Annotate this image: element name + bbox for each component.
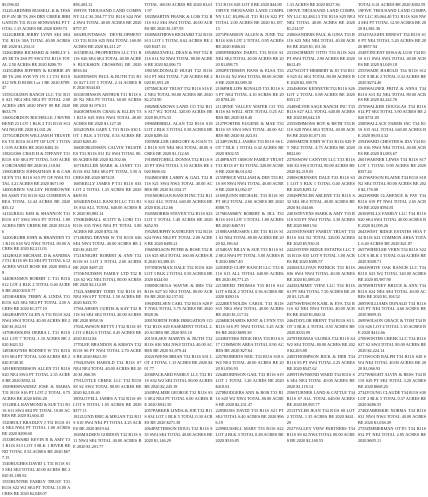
listing-entry: 2643WEST RIDGE ESTATES HOA T34 R11S S21 COMMON AREA TOTAL 6.40 ACRES BE 2020 $21.87 (357, 228, 427, 246)
listing-entry: 2036PACKARD FAMILY LLC T32 R11S S32 W2 SE4 TOTAL 80.00 ACRES BE 2020 $2,245.18 (144, 372, 213, 389)
listing-entry: 1854MAXWELL DEAN & PAT T32 R11S S14 N2 NW4 TOTAL 80.00 ACRES BE 2020 $2,006.73 (144, 49, 213, 67)
listing-entry: 2713WOOD RALPH T34 R11S S28 SW4 NE4 TOTAL 40.00 ACRES BE 2020 $1,066.93 (357, 354, 427, 372)
listing-entry: 2057PARKER LINDA & JOE T32 R11S S34 LOT 1 BLK 5 TOTAL 0.30 ACRES BE 2020 $271.38 (144, 407, 213, 425)
listing-entry: 2380SORENSEN DALE T33 R11S S31 LOT 5 BLK 1 TOTAL 0.40 ACRES BE 2020 $295.12 (286, 175, 355, 192)
listing-entry: 2699WILSON GRACE & TOM T34 R11S S26 LOT 4 TOTAL 1.10 ACRES BE 2020 $412.66 (357, 318, 427, 336)
listing-entry: 1692KENDALL RANCH LLC T31 R11S S34 ALL TOTAL 640.00 ACRES BE 2020 $9,883.14 (73, 198, 142, 216)
listing-entry: 2415STEWART FAMILY TRUST T33 R11S S34 N2 TOTAL 320.00 ACRES BE 2020 $5,930.41 (286, 228, 355, 246)
listing-entry: 1966NELSON PETER & ROSE T32 R11S S25 SE4 TOTAL 160.00 ACRES BE 2020 $3,388.45 (144, 246, 213, 264)
listing-entry: 2085PERKINS DARYL T33 R11S S1 NE4 SE4 TOTAL 40.00 ACRES BE 2020 $1,098.75 (215, 49, 284, 67)
listing-entry: 1390GREEN JOHNATHAN R & CAROLYN T31 R11S S15 PT OF NW4 TOTAL 3.21 ACRES BE 2020 $671.90 (2, 169, 71, 186)
listing-entry: 1375GORDON WILLIAM H TRUSTEES T31 R11S S14 PT OF LOT 1 TOTAL 0.95 ACRES BE 2020 $483.16 (2, 133, 71, 151)
listing-entry: TOTAL 160.00 ACRES BE 2020 $3,611.97 (144, 2, 213, 13)
listing-entry: 1382GOSS CHAD H & TIFFANY T31 R11S S10 SE4 PT TOTAL 5.00 ACRES ORCHARD BE 2020 $1,118.84 (2, 151, 71, 168)
listing-entry: 1805LOVELL JAMES A T32 R11S S9 LOT 6 TOTAL 1.05 ACRES BE 2020 $377.11 (73, 395, 142, 413)
listing-entry: 1412GRIGG KIM & SHANNON T31 R11S S17 SW4 SW4 PT TOTAL 1.89 ACRES DRY CREEK BE 2020 $512.66 (2, 210, 71, 234)
listing-entry: 1491HENDERSON ALLEN T31 R11S S20 NE4 SW4 PT TOTAL 2.35 ACRES BE 2020 $592.14 (2, 365, 71, 383)
listing-entry: 1812LUND ERIC & MEGAN T32 R11S S10 SW4 NE4 PT TOTAL 4.25 ACRES BE 2020 $819.64 (73, 413, 142, 431)
listing-column-1 (2, 2, 71, 496)
listing-entry: 1432HALE MICHAEL D & SANDRA J T31 R11S S9 E2 SE4 PT TOTAL 6.12 ACRES WILD ROSE BE 2020 $903.48 (2, 252, 71, 276)
listing-entry: 1345GIBBS JEFFERY & KORRIE 4N 3R TS 2SS SVR VN 1N 1.1 T31 R11S S12 WILD ROSE Lot 1 BE 2020 $789.47 (2, 67, 71, 91)
listing-entry: 2678WHITNEY BRUCE & ANN T34 R11S S24 NE4 SE4 TOTAL 40.00 ACRES BE 2020 $1,104.52 (357, 282, 427, 300)
listing-entry: 1770LEE BRANDON & KRISTA T32 R11S S6 PT NW4 TOTAL 2.70 ACRES BE 2020 $621.39 (73, 342, 142, 360)
listing-entry: 1791LITTLE CREEK LLC T32 R11S S8 S2 SW4 TOTAL 80.00 ACRES BE 2020 $2,318.40 (73, 378, 142, 395)
listing-column-6 (357, 2, 427, 443)
listing-entry: 2401STEVENS MARK & AMY T33 R11S S33 PT NW4 TOTAL 3.30 ACRES BE 2020 $681.94 (286, 210, 355, 228)
listing-entry: 1.31 ACRES BE 2020 $527.36 (286, 2, 340, 7)
listing-entry: 2071PEARSON ALLEN & JUNE T32 R11S S36 LOT 2 TOTAL 0.95 ACRES BE 2020 $366.02 (215, 31, 284, 49)
listing-entry: 2443SUMMIT VIEW LLC T34 R11S S1 PT SE4 TOTAL 7.50 ACRES BE 2020 $1,125.48 (286, 282, 355, 300)
listing-entry: 19FIVE THOUSAND LAND COMPANY LLC $3,096.41 T31 R11S S22 PT TOTAL 2.00 ACRES BE 2020 $1,187.13 (215, 8, 284, 31)
listing-entry: 2264ROBINSON GAIL T33 R11S S19 LOT 1 TOTAL 1.20 ACRES BE 2020 $418.02 (215, 372, 284, 389)
listing-entry: 2015OLSEN MARVIN & RUTH T32 R11S S30 NE4 NW4 TOTAL 40.00 ACRES BE 2020 $1,079.44 (144, 336, 213, 354)
listing-entry: 1555HUNTER FAMILY TRUST T31 R11S S22 W2 SE4 PT TOTAL 15.00 ACRES BE 2020 $2,048.07 (2, 479, 71, 496)
listing-entry: 1620JENSEN PAUL & RUTH T31 R11S S27 LOT 5 TOTAL 2.14 ACRES BE 2020 $544.83 (73, 73, 142, 91)
listing-entry: 19FIVE THOUSAND LAND COMPANY LLC $5,064.40 T31 R11S S26 NW4 SE4 PT TOTAL 12.50 ACRES BE 2020 $1,861.36 (357, 8, 427, 31)
listing-entry: 2201RED CLIFF RANCH LLC T33 R11S S13 ALL TOTAL 640.00 ACRES BE 2020 $9,771.25 (215, 264, 284, 282)
listing-entry: 2148PRATT ORSON FAMILY TRUST T33 R11S S7 E2 TOTAL 320.00 ACRES BE 2020 $6,014.92 (215, 157, 284, 175)
listing-entry: 2436SULLIVAN PATRICK T33 R11S S36 SW4 NW4 TOTAL 40.00 ACRES BE 2020 $1,089.20 (286, 264, 355, 282)
listing-entry: 2513TYLER JEAN T34 R11S S8 LOT 2 TOTAL 1.35 ACRES BE 2020 $441.29 (286, 407, 355, 425)
listing-entry: 1615IDEAL PROPERTIES LLC T31 R11S S26 SE4 SE4 TOTAL 40.00 ACRES BUCKSKIN CROSSING BE 2020 $816.04 (73, 49, 142, 73)
listing-entry: 1455HARRIS TERRY & LINDA T31 R11S S23 SE4 NE4 PT TOTAL 4.50 ACRES BE 2020 $1,377.10 (2, 294, 71, 312)
listing-entry: 1714KING DENNIS W T31 R11S S36 SE4 NW4 TOTAL 40.00 ACRES BE 2020 $1,043.87 (73, 234, 142, 252)
listing-entry: 1322GARDNER RUSSELL K & TESSIE P 4N 3R TS 2SS DRY CREEK IRRIGATION T31 R11S SENWANE4 PT TOTAL 1.35 ACRES BE 2020 $399.73 (2, 8, 71, 31)
listing-entry: 2576WALKER DOUGLAS T34 R11S S14 PT SE4 TOTAL 3.90 ACRES BE 2020 $731.05 (357, 103, 427, 121)
listing-entry: 1633JOHNSON ARTHUR T31 R11S S28 N2 NE4 PT TOTAL 60.00 ACRES BE 2020 $1,976.51 (73, 91, 142, 109)
listing-entry: 2134POWELL JAMES T33 R11S S6 LOT 7 BLK 1 TOTAL 0.42 ACRES BE 2020 $302.55 (215, 139, 284, 157)
listing-entry: 2464TAYLOR BRENT T34 R11S S3 LOT 3 BLK 4 TOTAL 0.55 ACRES BE 2020 $333.09 (286, 318, 355, 336)
listing-entry: 1462HARVEY GLEN A T31 R11S S24 NW4 SW4 TOTAL 40.00 ACRES BE 2020 $1,012.91 (2, 312, 71, 329)
listing-entry: 2243RIVERS EDGE HOA T33 R11S S17 COMMON AREA TOTAL 8.90 ACRES BE 2020 $27.64 (215, 336, 284, 354)
listing-entry: 1826MADSEN GORDON T32 R11S S11 NW4 SE4 TOTAL 40.00 ACRES BE 2020 $1,201.77 (73, 431, 142, 449)
listing-entry: 2548VINCENT ROSA & LUIS T34 R11S S11 SW4 SW4 TOTAL 40.00 ACRES BE 2020 $1,049.18 (357, 49, 427, 67)
listing-entry: 2615WATSON ELAINE T34 R11S S18 N2 SE4 TOTAL 80.00 ACRES BE 2020 $2,176.08 (357, 175, 427, 192)
listing-entry: 2485THOMPSON RICK & DEB T34 R11S S5 PT SW4 TOTAL 2.25 ACRES BE 2020 $547.62 (286, 354, 355, 372)
listing-entry: 2155PRICE WILLIAM & DEE T33 R11S S8 NW4 NW4 TOTAL 40.00 ACRES BE 2020 $1,062.07 (215, 175, 284, 192)
listing-entry: 2236RICHARDS KENT & LYNN T33 R11S S16 PT NW4 TOTAL 3.45 ACRES BE 2020 $699.38 (215, 318, 284, 336)
listing-entry: 2369SMITH JOHN W T33 R11S S29 PT NE4 TOTAL 4.75 ACRES BE 2020 $822.60 (286, 139, 355, 157)
listing-entry: T31 R11S S28 LOT 8 BE 2020 $44.80 (215, 2, 282, 7)
listing-entry: 2355SIMMONS ROY & BETH T33 R11S S28 NW4 SE4 TOTAL 40.00 ACRES BE 2020 $1,071.83 (286, 121, 355, 139)
listing-entry: 1910MITCHELL DONNA T32 R11S S20 PT SW4 TOTAL 3.10 ACRES BE 2020 $656.02 (144, 157, 213, 175)
listing-entry: 2506TURNER LAND & CATTLE T34 R11S S7 ALL TOTAL 640.00 ACRES BE 2020 $9,905.77 (286, 390, 355, 407)
listing-entry: 1470HAWKINS DEBRA L T31 R11S S21 LOT 7 TOTAL 1.10 ACRES BE 2020 $421.52 (2, 330, 71, 347)
listing-entry: 2043PALMER GEORGE T32 R11S S33 SE4 NE4 PT TOTAL 6.00 ACRES BE 2020 $941.50 (144, 390, 213, 407)
listing-entry: 1540HUGHES DAVID L T31 R11S S15 SE4 SE4 TOTAL 40.00 ACRES BE 2020 $1,188.92 (2, 461, 71, 479)
listing-entry: 2334SHAW KENNETH T33 R11S S26 LOT 2 TOTAL 0.88 ACRES BE 2020 $351.27 (286, 85, 355, 103)
listing-entry: 1896MERRILL ALAN T32 R11S S18 LOT 2 BLK 3 TOTAL 0.38 ACRES BE 2020 $289.44 (144, 121, 213, 139)
listing-entry: 2664WHITE OAK RANCH LLC T34 R11S S23 W2 TOTAL 320.00 ACRES BE 2020 $5,987.90 (357, 264, 427, 282)
listing-entry: 1420GRUBB JOHN & BRANDEN T31 R11S S18 W2 NW4 TOTAL 80.00 ACRES BE 2020 $2,211.03 (2, 234, 71, 252)
listing-entry: 1763LAWSON BETTY J T32 R11S S5 LOT 4 BLK 6 TOTAL 0.45 ACRES BE 2020 $312.84 (73, 324, 142, 342)
listing-entry: 1952MURPHY KATHLEEN T32 R11S S24 NW4 NE4 PT TOTAL 2.00 ACRES BE 2020 $498.21 (144, 228, 213, 246)
listing-entry: 2727WRIGHT ALVIN & BESS T34 R11S S29 PT SE4 TOTAL 3.20 ACRES BE 2020 $668.20 (357, 372, 427, 389)
listing-entry: 1440HANSEN ROBERT C T31 R11S S12 LOT 4 BLK 2 TOTAL 0.40 ACRES BE 2020 $318.77 (2, 276, 71, 294)
listing-entry: 2734YOUNG CLAUDE T34 R11S S30 LOT 2 BLK 5 TOTAL 0.37 ACRES BE 2020 $286.55 (357, 390, 427, 407)
listing-entry: 1520HOLT BRADLEY J T31 R11S S14 NE4 NW4 PT TOTAL 1.00 ACRES BE 2020 $298.60 (2, 419, 71, 437)
listing-entry: 1840MATHEWS RICHARD T32 R11S S13 LOT 1 TOTAL 0.62 ACRES BE 2020 $347.16 (144, 31, 213, 49)
listing-entry: 2422STONE RIDGE ESTATES LLC T33 R11S S35 LOT 9 TOTAL 1.00 ACRES BE 2020 $388.57 (286, 246, 355, 264)
listing-entry: 2594WARD CHESTER & IDA T34 R11S S16 NW4 NE4 TOTAL 40.00 ACRES BE 2020 $1,083.67 (357, 139, 427, 157)
listing-column-4 (215, 2, 284, 443)
listing-entry: 1660JORGENSEN CALVIN TRUSTEES T31 R11S S31 E2 SW4 TOTAL 80.00 ACRES BE 2020 $2,502.66 (73, 145, 142, 163)
listing-entry: 2313SCHMIDT OTTO T33 R11S S24 PT SW4 TOTAL 2.90 ACRES BE 2020 $612.49 (286, 49, 355, 67)
listing-entry: 1945MORRIS STEVEN T32 R11S S23 LOT 5 TOTAL 1.40 ACRES BE 2020 $452.93 (144, 210, 213, 228)
listing-entry: 2106PHILLIPS RONALD T33 R11S S3 PT NE4 TOTAL 4.10 ACRES BE 2020 $784.26 (215, 85, 284, 103)
listing-entry: 2580WALLACE FARMS INC T34 R11S S15 ALL TOTAL 640.00 ACRES BE 2020 $9,814.32 (357, 121, 427, 139)
listing-entry: 1994NIELSEN CARL T32 R11S S28 PT NW4 TOTAL 5.75 ACRES BE 2020 $928.36 (144, 300, 213, 318)
listing-entry: 1640JOHNSON CRAIG & ELLEN T31 R11S S29 SW4 NW4 TOTAL 40.00 ACRES BE 2020 $1,127.30 (73, 109, 142, 127)
listing-entry: $5,096.02 (2, 2, 20, 7)
listing-entry: 2327SCOTT HERBERT & JO T33 R11S S25 S2 SE4 TOTAL 80.00 ACRES BE 2020 $2,188.70 (286, 67, 355, 85)
listing-entry: 2022OWENS BRIAN T32 R11S S31 LOT 4 TOTAL 1.15 ACRES BE 2020 $401.77 (144, 354, 213, 372)
listing-entry: 2478THOMAS GLORIA T34 R11S S4 W2 SE4 TOTAL 80.00 ACRES BE 2020 $2,203.88 (286, 336, 355, 354)
listing-entry: 1652JONES GARY L T31 R11S S30 LOT 1 BLK 4 TOTAL 0.33 ACRES BE 2020 $265.49 (73, 127, 142, 145)
listing-entry: 1784LEWIS HAROLD T32 R11S S7 NE4 NE4 TOTAL 40.00 ACRES BE 2020 $1,066.58 (73, 360, 142, 377)
listing-entry: 1483HAYNES RODNEY W T31 R11S S19 SE4 PT TOTAL 3.00 ACRES BE 2020 $748.30 (2, 347, 71, 365)
listing-entry: 1322GREER JERRY LYNN SE4 SE4 T31 R11S 30A TOTAL 40.00 ACRES BE 2020 $1,294.11 (2, 31, 71, 49)
listing-entry: 2569WAGNER FRITZ & ANNA T34 R11S S13 E2 NE4 TOTAL 80.00 ACRES BE 2020 $2,242.76 (357, 85, 427, 103)
listing-entry: 2285ROSS DAVID T33 R11S S21 PT SE4 TOTAL 6.40 ACRES BE 2020 $966.19 (215, 407, 284, 425)
listing-entry: 2534VAUGHN ERNEST T34 R11S S10 PT NE4 TOTAL 5.20 ACRES BE 2020 $857.94 (357, 31, 427, 49)
listing-entry: 2194RAY BILLY & SUE T33 R11S S12 SE4 NW4 PT TOTAL 5.00 ACRES BE 2020 $867.40 (215, 246, 284, 264)
listing-entry: 2278RODGERS ANN & BOB T33 R11S S20 W2 NW4 TOTAL 80.00 ACRES BE 2020 $2,231.47 (215, 390, 284, 407)
listing-entry: 2064PATTERSON DOUG T32 R11S S35 SW4 SE4 TOTAL 40.00 ACRES BE 2020 $1,146.29 (144, 425, 213, 443)
listing-entry: 1980NICHOLS WAYNE & IRIS T32 R11S S27 S2 NE4 TOTAL 80.00 ACRES BE 2020 $2,157.82 (144, 282, 213, 300)
listing-entry: 2180RASMUSSEN LEE T33 R11S S11 S2 NE4 TOTAL 80.00 ACRES BE 2020 $2,196.64 (215, 228, 284, 246)
listing-entry: 2127PORTER EUGENE & MAE T33 R11S S5 SW4 SW4 TOTAL 40.00 ACRES BE 2020 $1,023.81 (215, 121, 284, 139)
listing-entry: 1742LAMBERT TODD T32 R11S S3 NE4 SW4 PT TOTAL 1.50 ACRES BE 2020 $433.70 (73, 288, 142, 306)
listing-entry: 2601WARNER LEWIS T34 R11S S17 LOT 1 TOTAL 0.90 ACRES BE 2020 $357.44 (357, 157, 427, 175)
listing-entry: 2306SANDERS PAUL & GINA T33 R11S S23 NE4 NE4 TOTAL 40.00 ACRES BE 2020 $1,101.36 (286, 31, 355, 49)
listing-entry: 2257ROBERTS NEIL T33 R11S S18 SW4 NE4 TOTAL 40.00 ACRES BE 2020 $1,056.93 (215, 354, 284, 372)
listing-entry: 2685WILLIAMS DONALD T34 R11S S25 PT NE4 TOTAL 4.60 ACRES BE 2020 $809.33 (357, 300, 427, 318)
listing-entry: 2706WINTER CREEK LLC T34 R11S S27 S2 SW4 TOTAL 80.00 ACRES BE 2020 $2,224.14 (357, 336, 427, 354)
listing-entry: 1360GORDON ROCHELLE J RIVER BEND 23 LOT 1 BLK 3 T31 R11S S13 W4 NE4 BE 2020 $1,041.26 (2, 115, 71, 133)
listing-entry: 1700KIMBALL SCOTT & LORI T31 R11S S35 NW4 NE4 PT TOTAL 3.80 ACRES BE 2020 $702.56 (73, 216, 142, 234)
listing-entry: 1355GOLDEN RANCH LLC T31 R11S S21 NE4 SE4 NE4 PT TOTAL 2.00 ACRES 2RN 2020 HWY 89 BE 2020 $633.79 (2, 91, 71, 115)
listing-entry: 2622WEBB CLARENCE & FAY T34 R11S S19 PT NW4 TOTAL 2.65 ACRES BE 2020 $594.81 (357, 193, 427, 210)
listing-entry: 1721KNIGHT ROBERT & ANN T32 R11S S1 LOT 3 TOTAL 2.00 ACRES BE 2020 $487.25 (73, 252, 142, 270)
listing-entry: 1735KNUDSEN FAMILY LTD T32 R11S S2 W2 NE4 TOTAL 80.00 ACRES BE 2020 $2,114.09 (73, 270, 142, 288)
listing-entry: 1882MEADOWS LAND CO T32 R11S S17 W2 TOTAL 320.00 ACRES BE 2020 $5,876.33 (144, 103, 213, 121)
listing-entry: 1875MCKAY TRUST T32 R11S S16 E2 NE4 TOTAL 80.00 ACRES BE 2020 $2,274.90 (144, 85, 213, 103)
listing-entry: 2176RAMSEY ROBERT & JILL T33 R11S S10 LOT 3 TOTAL 1.80 ACRES BE 2020 $467.91 (215, 210, 284, 228)
listing-entry: 1903MILLER GREGORY & JOAN T32 R11S S19 NE4 SE4 TOTAL 40.00 ACRES BE 2020 $1,112.65 (144, 139, 213, 157)
listing-entry: 2169QUINN MICHAEL T33 R11S S9 PT SE4 TOTAL 2.60 ACRES BE 2020 $588.73 (215, 193, 284, 210)
listing-column-2 (73, 2, 142, 449)
listing-entry: 1861MCDONALD HUGH T32 R11S S15 PT SE4 TOTAL 7.20 ACRES BE 2020 $1,091.28 (144, 67, 213, 85)
listing-entry: TOTAL 0.41 ACRES BE 2020 $302.59 (357, 2, 426, 7)
listing-entry: 2555WADE HAROLD T34 R11S S12 LOT 8 BLK 2 TOTAL 0.32 ACRES BE 2020 $274.40 (357, 67, 427, 85)
listing-entry: 1671KELLER MARK & JANET T31 R11S S32 NE4 SE4 PT TOTAL 5.50 ACRES BE 2020 $874.01 (73, 163, 142, 180)
listing-entry: 2376SNOW CANYON LLC T33 R11S S30 E2 SW4 TOTAL 80.00 ACRES BE 2020 $2,219.05 (286, 157, 355, 175)
listing-entry: 1756LARSEN CURTIS & KAY T32 R11S S4 SE4 SE4 TOTAL 40.00 ACRES BE 2020 $958.16 (73, 306, 142, 324)
listing-entry: 1973NEWMAN DALE T32 R11S S26 LOT 3 BLK 2 TOTAL 0.50 ACRES BE 2020 $324.60 (144, 264, 213, 282)
listing-entry: 1602HUNTSMAN DEVELOPMENT CO T31 R11S S25 NE4 TOTAL 160.00 ACRES BE 2020 $3,411.27 (73, 31, 142, 49)
listing-column-5 (286, 2, 355, 443)
listing-entry: 2748ZABRISKIE NORMA T34 R11S S31 NW4 NW4 TOTAL 40.00 ACRES BE 2020 $1,038.49 (357, 407, 427, 425)
listing-entry: 1924MOORE LARRY & GAIL T32 R11S S21 SW4 NW4 TOTAL 40.00 ACRES BE 2020 $1,034.17 (144, 175, 213, 192)
listing-entry: 1326GIBBS RICHARD & SHELLY L 4N 3R TS 2SS PT SW4 T31 R11S TOTAL 2.50 ACRES BE 2020 $286.70 (2, 49, 71, 67)
listing-entry: 2457SWENSON KARL & EVA T34 R11S S2 NE4 NW4 TOTAL 40.00 ACRES BE 2020 $1,060.31 (286, 300, 355, 318)
listing-entry: 2222REYNOLDS CAROL T33 R11S S15 NE4 SW4 TOTAL 40.00 ACRES BE 2020 $1,117.52 (215, 300, 284, 318)
listing-entry: 2092PETERSEN HANS & ELSA T33 R11S S2 N2 SW4 TOTAL 80.00 ACRES BE 2020 $2,089.30 (215, 67, 284, 85)
listing-entry: 2348SILVER SAGE RANCH INC T33 R11S S27 ALL TOTAL 640.00 ACRES BE 2020 $9,642.18 (286, 103, 355, 121)
listing-entry: 2755ZIMMERMAN OTTO T34 R11S S32 PT NE4 TOTAL 2.85 ACRES BE 2020 $605.11 (357, 425, 427, 443)
listing-entry: 1931MORGAN RANCH INC T32 R11S S22 ALL TOTAL 640.00 ACRES BE 2020 $10,212.66 (144, 193, 213, 210)
listing-entry: 2657WHEELER VERN T34 R11S S22 LOT 6 BLK 3 TOTAL 0.44 ACRES BE 2020 $308.71 (357, 246, 427, 264)
listing-entry: 2113PINE VALLEY WATER CO T33 R11S S4 WELL SITE TOTAL 0.25 ACRES BE 2020 $18.40 (215, 103, 284, 121)
listing-entry: 2394SPENCER ARLENE T33 R11S S32 SE4 SE4 TOTAL 40.00 ACRES BE 2020 $1,044.66 (286, 193, 355, 210)
listing-entry: 2636WELLS FAMILY LLC T34 R11S S20 SE4 SW4 TOTAL 40.00 ACRES BE 2020 $1,095.26 (357, 210, 427, 228)
listing-entry: 1512HILL RAYMOND & SUE T31 R11S S11 SW4 SE4 PT TOTAL 10.00 ACRES BE 2020 $1,604.45 (2, 401, 71, 419)
listing-entry: 1533HOWARD KEVIN R & AMY T31 R11S S13 LOT 3 BLK 1 RIVER BEND TOTAL 0.52 ACRES BE 2020 $677.15 (2, 437, 71, 461)
listing-entry: $58,403.12 (73, 2, 93, 7)
listing-entry: 1500HERNANDEZ JOSE & MARIA T31 R11S S16 PT LOT 2 TOTAL 0.75 ACRES BE 2020 $356.28 (2, 383, 71, 401)
listing-entry: 2499TOWNSEND WARD T34 R11S S6 SE4 NE4 TOTAL 40.00 ACRES BE 2020 $1,118.14 (286, 372, 355, 389)
listing-entry: 19FIVE THOUSAND LAND COMPANY LLC $2,484.13 T31 R11S S25 NE4 NE4 TOTAL 40.00 ACRES BE 2020 $1,214.07 (286, 8, 355, 31)
listing-entry: 1400GREEN VALLEY HOMEOWNERS ASSN T31 R11S S22 COMMON AREA TOTAL 12.44 ACRES BE 2020 $35.12 (2, 186, 71, 210)
listing-entry: 2001NORTH FORK IRRIGATION CO T32 R11S S29 EASEMENT TOTAL 2.20 ACRES BE 2020 $55.10 (144, 318, 213, 336)
listing-entry: 2299RUSSELL MARY T33 R11S S22 LOT 4 BLK 3 TOTAL 0.48 ACRES BE 2020 $316.85 (215, 425, 284, 443)
listing-entry: 1833MARTIN FRANK & LOIS T32 R11S S12 SE4 SW4 TOTAL 40.00 ACRES BE 2020 $1,187.95 (144, 14, 213, 31)
listing-entry: 2215REED THOMAS T33 R11S S14 LOT 6 BLK 2 TOTAL 0.36 ACRES BE 2020 $280.16 (215, 282, 284, 300)
listing-column-3 (144, 2, 213, 443)
listing-entry: 2527VALLEY VIEW PARTNERS T34 R11S S9 S2 NW4 TOTAL 80.00 ACRES BE 2020 $2,160.53 (286, 425, 355, 443)
listing-entry: 1685KELLY JAMES P T31 R11S S33 LOT 2 TOTAL 1.25 ACRES BE 2020 $409.93 (73, 181, 142, 198)
listing-entry: 19FIVE THOUSAND LAND COMPANY LLC $1,504.77 T31 R11S S24 NW4 SW4 TOTAL 40.00 ACRES BE 2020 $757.07 (73, 8, 142, 31)
